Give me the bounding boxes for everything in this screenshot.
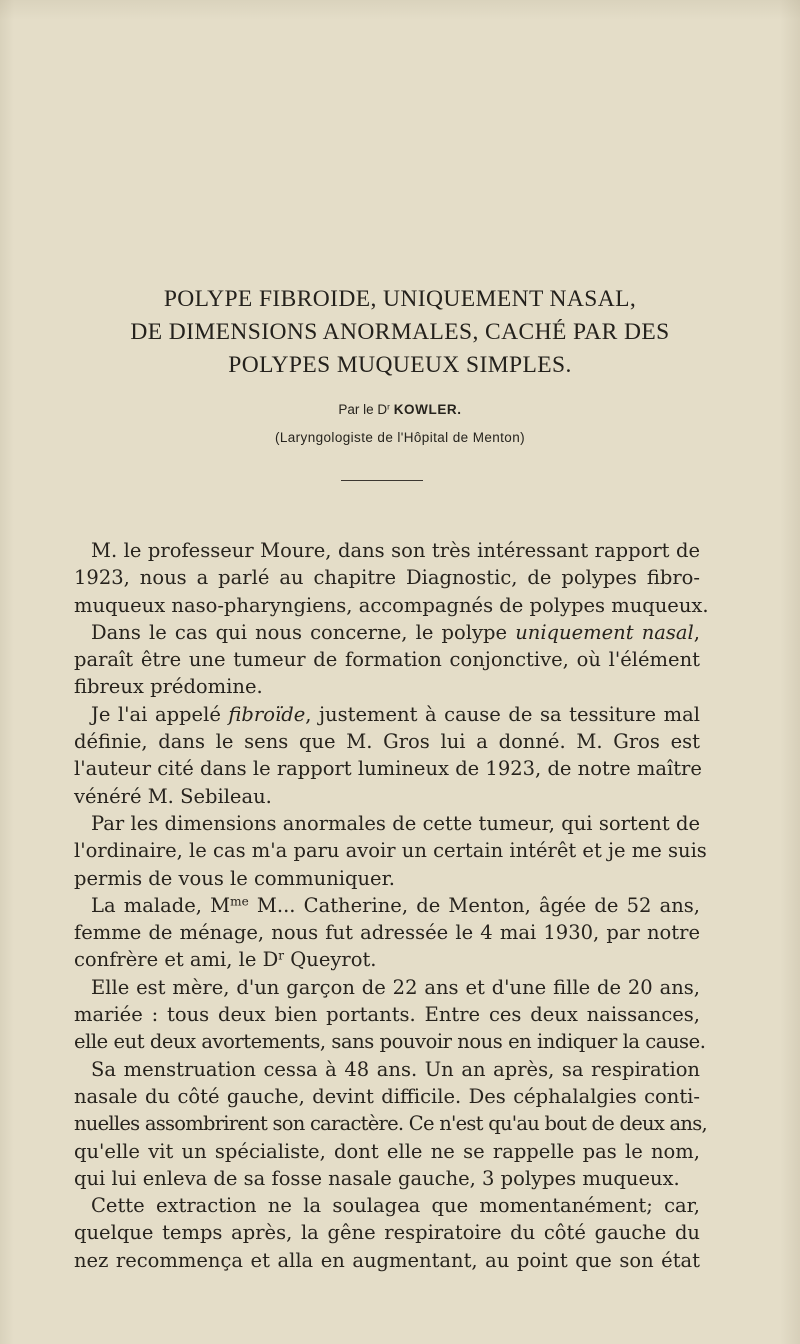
text-line: nez recommença et alla en augmentant, au point que son état: [74, 1248, 700, 1272]
byline-prefix: Par le D: [338, 402, 388, 417]
text-line: paraît être une tumeur de formation conjonctive, où l'élément: [74, 648, 700, 672]
text-line: M. le professeur Moure, dans son très intéressant rapport de: [91, 539, 700, 562]
text-line: elle eut deux avortements, sans pouvoir nous en indiquer la cause.: [74, 1030, 706, 1054]
title-line: POLYPE FIBROIDE, UNIQUEMENT NASAL,: [163, 286, 637, 312]
text-line: qu'elle vit un spécialiste, dont elle ne se rappelle pas le nom,: [74, 1139, 700, 1163]
superscript: r: [278, 948, 285, 963]
text-line: l'ordinaire, le cas m'a paru avoir un certain intérêt et je me suis: [74, 839, 707, 863]
text-line: 1923, nous a parlé au chapitre Diagnostic, de polypes fibro-: [74, 566, 700, 590]
byline: [0, 396, 800, 452]
separator-rule: [341, 480, 423, 481]
text-line: définie, dans le sens que M. Gros lui a donné. M. Gros est: [74, 730, 700, 754]
author-name: KOWLER.: [393, 402, 462, 417]
byline-prefix-sup: r: [387, 401, 390, 412]
text-line: nuelles assombrirent son caractère. Ce n'est qu'au bout de deux ans,: [74, 1112, 707, 1136]
text-line: mariée : tous deux bien portants. Entre ces deux naissances,: [74, 1003, 700, 1027]
text-line: fibreux prédomine.: [74, 675, 263, 699]
title-line: DE DIMENSIONS ANORMALES, CACHÉ PAR DES: [130, 319, 670, 345]
text-span: confrère et ami, le D: [74, 948, 279, 972]
article-title: [0, 283, 800, 382]
emphasis-text: fibroïde: [228, 702, 306, 726]
text-span: M... Catherine, de Menton, âgée de 52 ans,: [248, 893, 700, 917]
text-line: Sa menstruation cessa à 48 ans. Un an après, sa respiration: [91, 1057, 700, 1081]
text-line: [74, 946, 700, 973]
text-span: Queyrot.: [284, 948, 377, 972]
superscript: me: [230, 894, 249, 909]
text-line: quelque temps après, la gêne respiratoire du côté gauche du: [74, 1221, 700, 1245]
text-span: La malade, M: [91, 893, 231, 917]
text-span: Je l'ai appelé: [91, 702, 229, 726]
text-line: l'auteur cité dans le rapport lumineux de 1923, de notre maître: [74, 757, 702, 781]
text-line: vénéré M. Sebileau.: [74, 784, 272, 808]
author-affiliation: (Laryngologiste de l'Hôpital de Menton): [274, 430, 526, 445]
text-line: nasale du côté gauche, devint difficile. Des céphalalgies conti-: [74, 1084, 700, 1108]
text-span: ,: [693, 620, 700, 644]
text-line: Elle est mère, d'un garçon de 22 ans et d'une fille de 20 ans,: [91, 975, 700, 999]
title-line: POLYPES MUQUEUX SIMPLES.: [228, 352, 572, 378]
text-line: [74, 701, 700, 728]
text-line: qui lui enleva de sa fosse nasale gauche, 3 polypes muqueux.: [74, 1166, 680, 1190]
text-line: permis de vous le communiquer.: [74, 866, 395, 890]
text-line: [74, 892, 700, 919]
emphasis-text: uniquement nasal: [515, 620, 694, 644]
text-line: [74, 619, 700, 646]
text-line: Par les dimensions anormales de cette tumeur, qui sortent de: [91, 811, 700, 835]
text-span: , justement à cause de sa tessiture mal: [305, 702, 700, 726]
text-line: femme de ménage, nous fut adressée le 4 mai 1930, par notre: [74, 921, 700, 945]
body-text: [74, 537, 709, 1274]
text-line: muqueux naso-pharyngiens, accompagnés de polypes muqueux.: [74, 593, 709, 617]
text-line: Cette extraction ne la soulagea que momentanément; car,: [91, 1194, 700, 1218]
text-span: Dans le cas qui nous concerne, le polype: [91, 620, 516, 644]
